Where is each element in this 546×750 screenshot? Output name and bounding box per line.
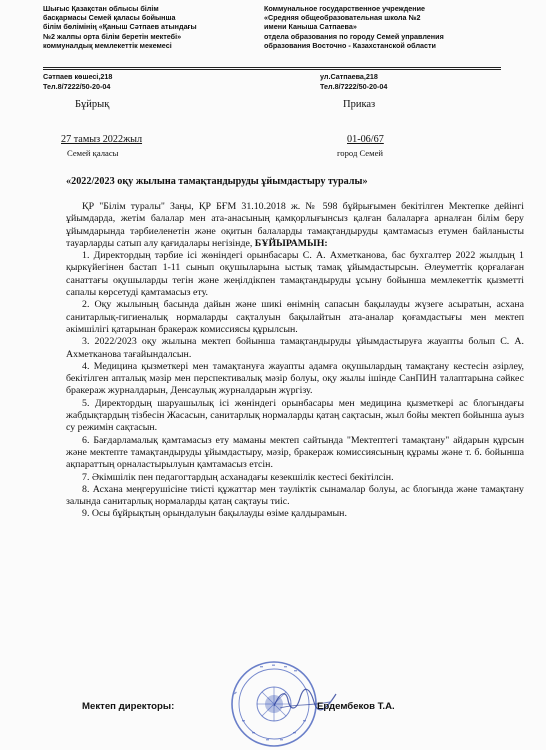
header-right-line: Коммунальное государственное учреждение [264, 4, 426, 13]
order-item: 5. Директордың шаруашылық ісі жөніндегі орынбасары мен медицина қызметкері ас блогындағы жабдықтардың тізбесін Жасасын, санитарлық нормаларды қатаң сақтасын, жыл бойы мектеп бойынша ауыз су режимін сақтасын. [66, 397, 524, 434]
order-title: «2022/2023 оқу жылына тамақтандыруды ұйымдастыру туралы» [66, 176, 368, 187]
director-name: Ердембеков Т.А. [317, 701, 395, 712]
intro-text: ҚР "Білім туралы" Заңы, ҚР БҒМ 31.10.2018 ж. № 598 бұйрығымен бекітілген Мектепке дейінгі ұйымдарда, жетім балалар мен ата-анасының қамқорлығынсыз қалған балаларға арналған білім беру ұйымдарында тәрбиеленетін және оқитын балаларды тамақтандыруды қамтамасыз етумен байланысты тауарларды сатып алу қағидалары негізінде, [66, 201, 524, 249]
body-intro [66, 201, 524, 250]
city-kz: Семей қаласы [67, 148, 119, 158]
header-left-line: Шығыс Қазақстан облысы білім [43, 4, 159, 13]
header-right-line: имени Каныша Сатпаева» [264, 22, 357, 32]
header-left-line: №2 жалпы орта білім беретін мектебі» [43, 31, 182, 41]
order-body [66, 201, 524, 521]
doc-type-kz: Бұйрық [75, 99, 110, 110]
header-right-ru [264, 4, 504, 50]
header-left-line: білім бөлімінің «Қаныш Сәтпаев атындағы [43, 22, 197, 32]
order-number: 01-06/67 [347, 134, 384, 145]
header-left-kz [43, 4, 258, 50]
header-left-line: коммуналдық мемлекеттік мекемесі [43, 40, 172, 50]
order-item: 4. Медицина қызметкері мен тамақтануға жауапты адамға оқушылардың тамақтану кестесін әзірлеу, бекітілген апталық мәзір мен перспективалық мәзір болуы, оқу жылы ішінде СанПИН талаптарына сәйкес бракераж журналдарын, Денсаулық журналдарын жүргізу. [66, 360, 524, 397]
order-item: 1. Директордың тәрбие ісі жөніндегі орынбасары С. А. Ахметканова, бас бухгалтер 2022 жылдың 1 қыркүйегінен бастап 1-11 сынып оқушыларына ыстық тамақ ұйымдастырсын. Әлеуметтік қорғалаған санаттағы оқушыларды тегін және жеңілдікпен тамақтандыруды ұсыну бойынша мемлекеттік қызметті сапалы көрсетуді қамтамасыз ету. [66, 250, 524, 299]
director-label: Мектеп директоры: [82, 701, 175, 712]
header-right-line: «Средняя общеобразовательная школа №2 [264, 13, 421, 23]
address-phone: Тел.8/7222/50-20-04 [43, 81, 111, 91]
header-right-line: отдела образования по городу Семей управления [264, 31, 444, 41]
city-ru: город Семей [337, 148, 383, 158]
order-item: 9. Осы бұйрықтың орындалуын бақылауды өзіме қалдырамын. [82, 508, 347, 520]
order-item: 7. Әкімшілік пен педагогтардың асханадағы кезекшілік кестесі бекітілсін. [82, 471, 394, 483]
order-item: 2. Оқу жылының басында дайын және шикі өнімнің сапасын бақылауды жүзеге асыратын, асхана санитарлық-гигиеналық нормаларды сақталуын бақылайтын ата-аналар қоғамдастығы мен мектеп әкімшілігі қатарынан бракераж комиссиясы құрылсын. [66, 299, 524, 335]
header-divider [43, 69, 501, 70]
address-street: Сәтпаев көшесі,218 [43, 72, 113, 81]
address-street: ул.Сатпаева,218 [320, 72, 378, 81]
order-item: 8. Асхана меңгерушісіне тиісті құжаттар мен тәуліктік сынамалар болуы, ас блогында және тамақтану залында санитарлық нормаларды қатаң сақтауы тиіс. [66, 483, 524, 508]
order-word: БҰЙЫРАМЫН: [254, 237, 328, 249]
header-left-line: басқармасы Семей қаласы бойынша [43, 13, 176, 23]
header-right-line: образования Восточно - Казахстанской области [264, 40, 436, 50]
order-date: 27 тамыз 2022жыл [61, 134, 143, 145]
address-phone: Тел.8/7222/50-20-04 [320, 81, 388, 91]
header-divider [43, 67, 501, 68]
order-item: 3. 2022/2023 оқу жылына мектеп бойынша тамақтандыруды ұйымдастыруға жауапты болып С. А. Ахметканова тағайындалсын. [66, 336, 524, 360]
address-left [43, 72, 112, 91]
address-right [320, 72, 387, 91]
doc-type-ru: Приказ [343, 99, 376, 110]
order-item: 6. Бағдарламалық қамтамасыз ету маманы мектеп сайтында "Мектептегі тамақтану" айдарын құрсын және мектепте тамақтандыруды ұйымдастыру, мәзір, бракераж комиссиясының құрамы және т. б. бойынша ақпараттың орналастырылуын қамтамасыз етсін. [66, 434, 524, 471]
